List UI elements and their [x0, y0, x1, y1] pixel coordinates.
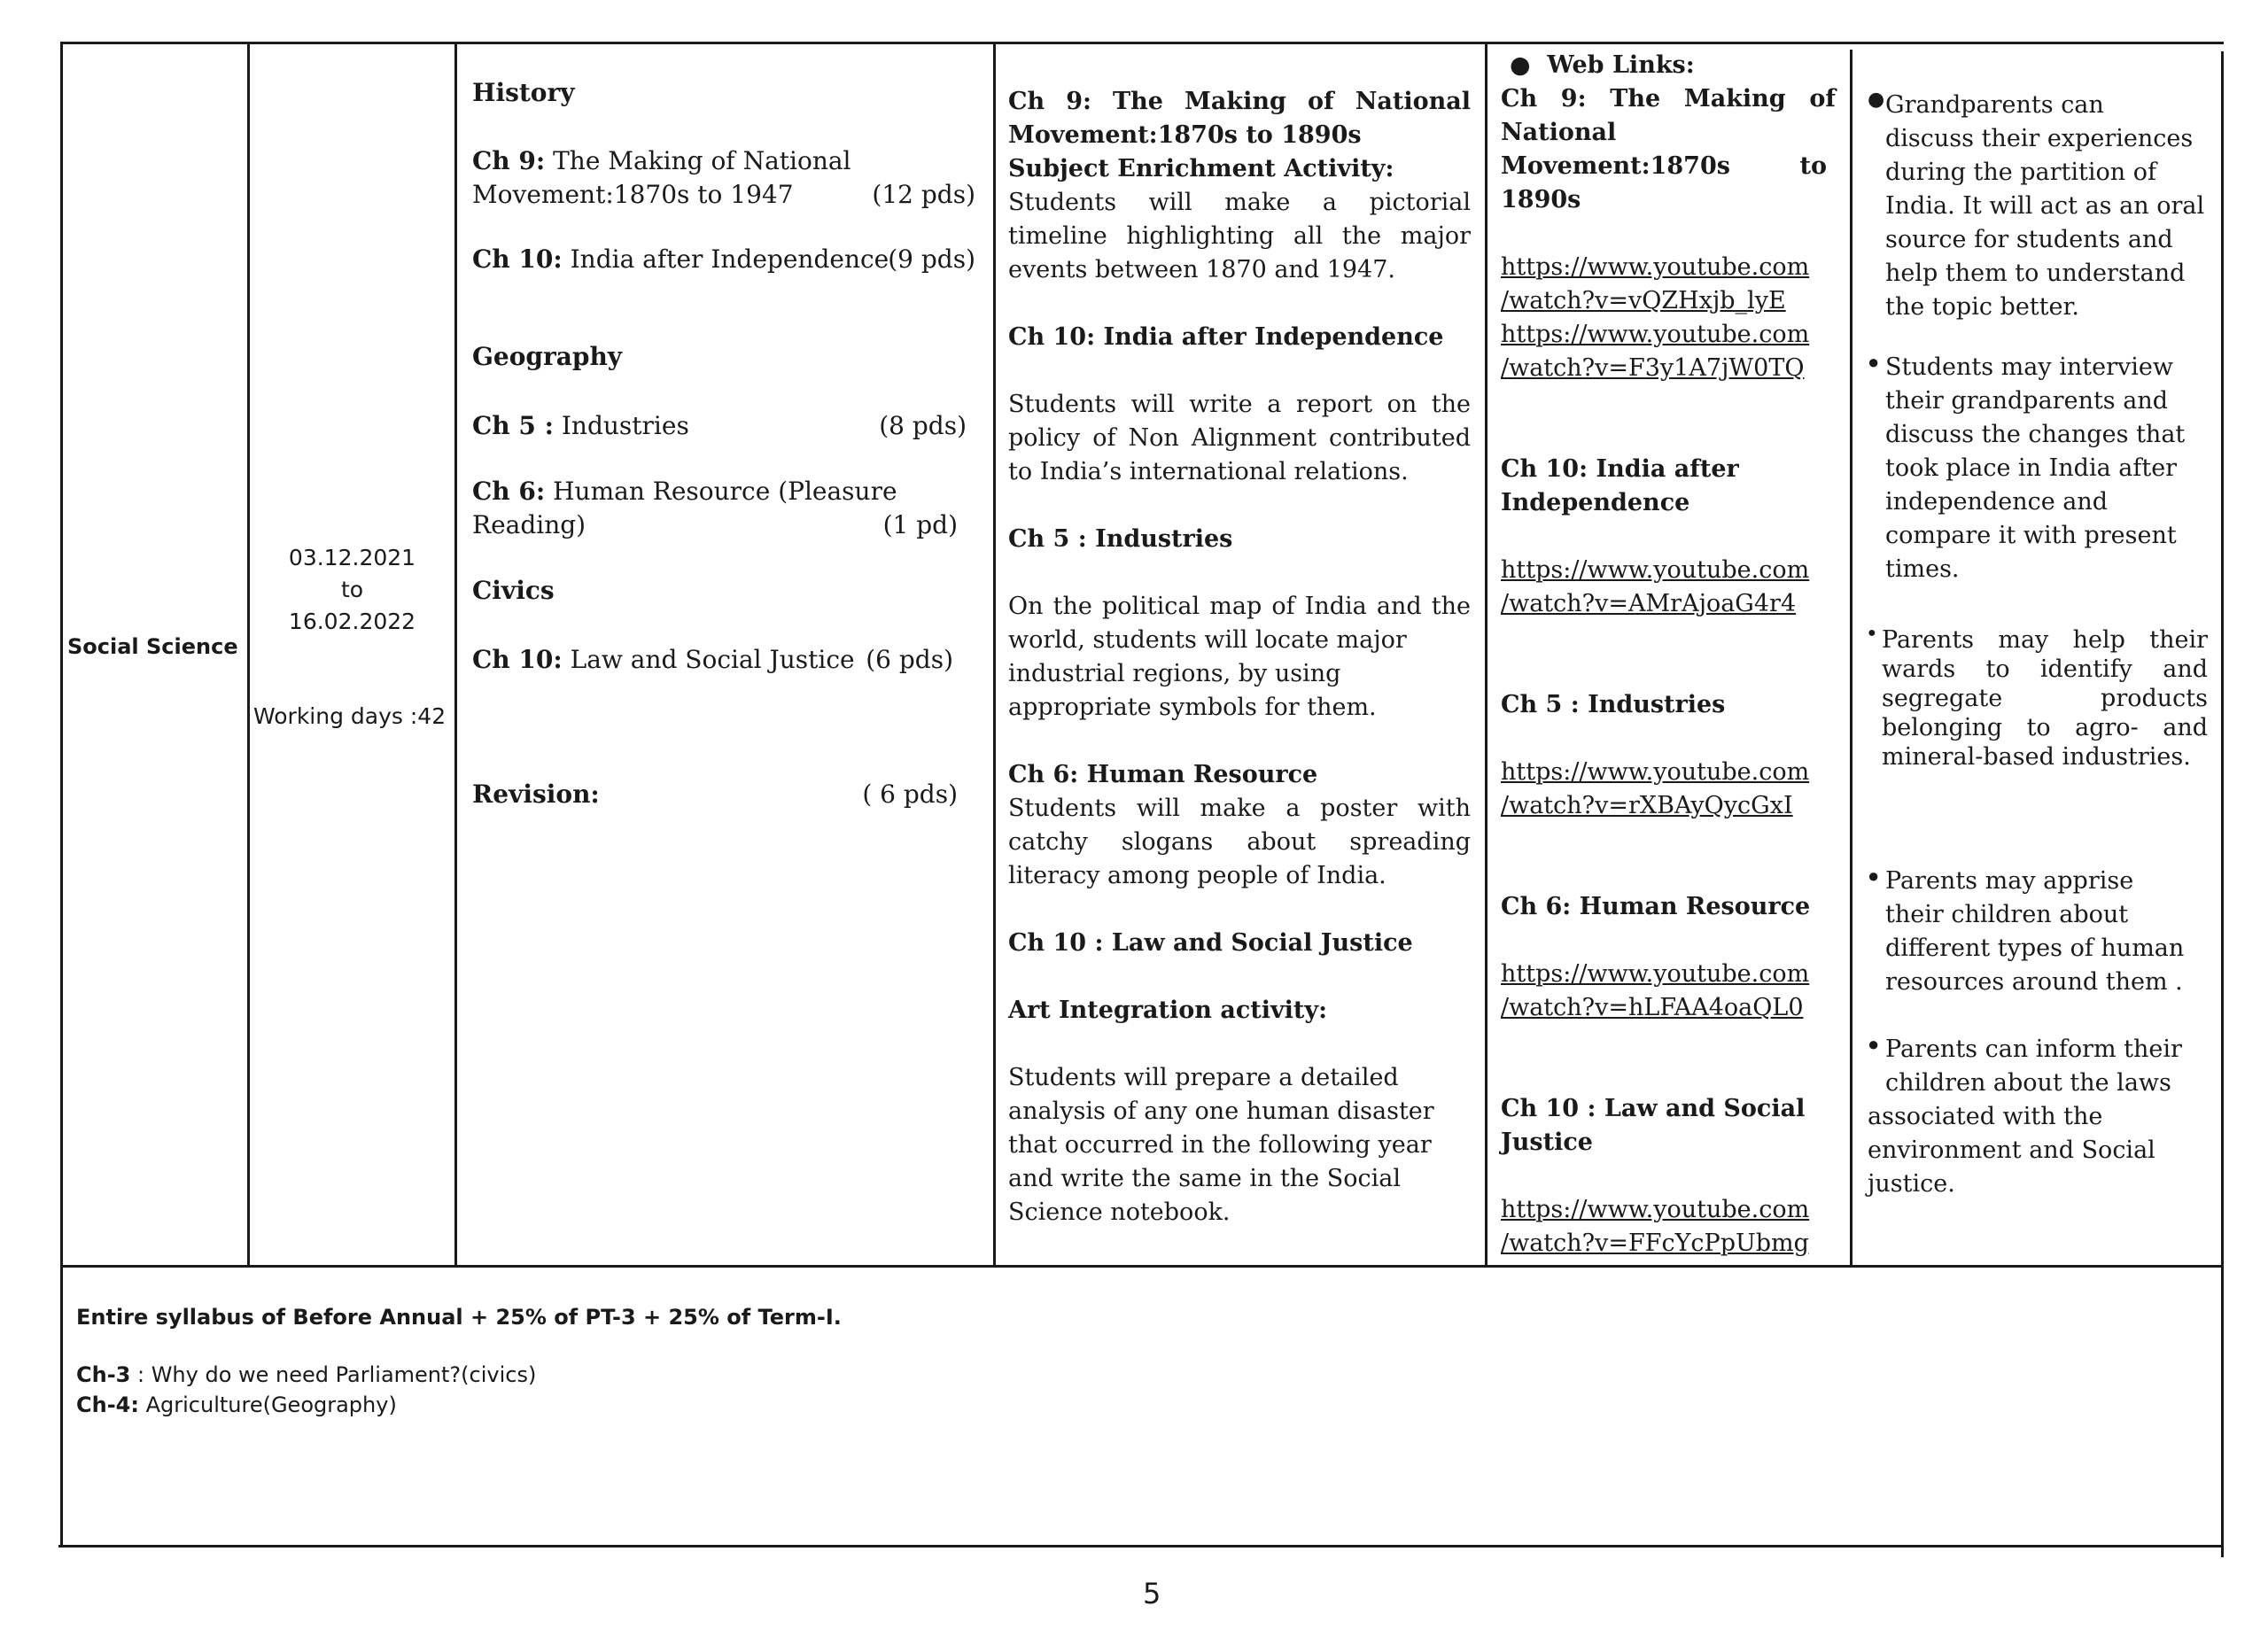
weblink-url[interactable]: /watch?v=rXBAyQycGxI: [1501, 792, 1793, 819]
weblink-heading: Justice: [1501, 1129, 1593, 1156]
revision-row: Revision: ( 6 pds): [472, 778, 975, 811]
civics-ch10: Ch 10: Law and Social Justice (6 pds): [472, 643, 975, 677]
history-ch9: Ch 9: The Making of National Movement:1870s to 1947 (12 pds): [472, 144, 975, 212]
weblink-url[interactable]: /watch?v=FFcYcPpUbmg: [1501, 1230, 1809, 1257]
subject-cell: Social Science: [67, 634, 238, 659]
periods-badge: ( 6 pds): [862, 780, 958, 809]
civics-heading: Civics: [472, 576, 555, 605]
weblinks-title: ● Web Links:: [1510, 51, 1695, 79]
date-range: [250, 542, 454, 638]
bullet-icon: ●: [1868, 89, 1885, 111]
weblink-heading: Independence: [1501, 489, 1690, 516]
bullet-icon: ●: [1510, 51, 1531, 79]
bullet-icon: ●: [1868, 351, 1880, 373]
periods-badge: (8 pds): [879, 411, 967, 440]
weblink-url[interactable]: /watch?v=AMrAjoaG4r4: [1501, 590, 1797, 617]
weblink-heading: Ch 5 : Industries: [1501, 691, 1726, 718]
geography-heading: Geography: [472, 342, 623, 371]
geography-ch6: Ch 6: Human Resource (Pleasure Reading) (1 pd): [472, 475, 975, 542]
history-heading: History: [472, 78, 575, 107]
column-divider-1: [247, 43, 250, 1266]
table-bottom-border: [58, 1545, 2224, 1548]
periods-badge: (12 pds): [872, 180, 975, 209]
footer-syllabus-line: Entire syllabus of Before Annual + 25% of PT-3 + 25% of Term-I.: [76, 1305, 842, 1330]
weblink-url[interactable]: https://www.youtube.com: [1501, 556, 1810, 584]
weblink-heading: Ch 10: India after: [1501, 455, 1739, 483]
bullet-icon: ●: [1868, 1033, 1880, 1055]
column-divider-5: [1850, 50, 1852, 1267]
activity-heading: Ch 10: India after Independence: [1008, 323, 1444, 351]
weblink-url[interactable]: https://www.youtube.com: [1501, 960, 1810, 988]
parent-tip: ● Parents may help their wards to identify and segregate products belonging to agro- and mineral-based industries.: [1868, 625, 2208, 771]
weblink-url[interactable]: https://www.youtube.com: [1501, 758, 1810, 786]
weblink-heading: Movement:1870s to: [1501, 152, 1827, 180]
periods-badge: (9 pds): [888, 244, 975, 274]
footer-ch3: Ch-3 : Why do we need Parliament?(civics): [76, 1362, 537, 1387]
footer-note: [76, 1305, 842, 1420]
activity-heading: Ch 9: The Making of National: [1008, 88, 1471, 115]
column-divider-2: [454, 43, 457, 1266]
weblink-url[interactable]: https://www.youtube.com: [1501, 1196, 1810, 1223]
activity-heading: Ch 5 : Industries: [1008, 525, 1233, 553]
date-to-word: to: [340, 577, 364, 602]
table-top-border: [62, 42, 2224, 44]
page-number: 5: [1143, 1577, 1161, 1610]
bullet-icon: ●: [1868, 865, 1880, 887]
column-divider-4: [1485, 43, 1487, 1266]
periods-badge: (6 pds): [866, 645, 953, 674]
working-days: Working days :42: [253, 703, 447, 729]
parent-tip: ● Grandparents can discuss their experiences during the partition of India. It will act as an oral source for students and help them to understand the topic better.: [1868, 89, 2205, 321]
weblink-url[interactable]: https://www.youtube.com: [1501, 321, 1810, 348]
parent-tip: ● Students may interview their grandparents and discuss the changes that took place in India after independence and compare it with present times.: [1868, 351, 2186, 583]
weblink-url[interactable]: /watch?v=F3y1A7jW0TQ: [1501, 354, 1805, 382]
activity-heading: Subject Enrichment Activity:: [1008, 155, 1394, 182]
activity-heading: Ch 6: Human Resource: [1008, 761, 1318, 788]
table-left-border: [60, 42, 63, 1548]
date-to: 16.02.2022: [288, 609, 416, 634]
activities-cell: Ch 9: The Making of National Movement:1870s to 1890s Subject Enrichment Activity: Students will make a pictorial timeline highlighting all the major events between 1870 and 1947. Ch 10: India after Independence Students will write a report on the policy of Non Alignment contributed to India’s international relations. Ch 5 : Industries On the political map of India and the world, students will locate major industrial regions, by using appropriate symbols for them. Ch 6: Human Resource Students will make a poster with catchy slogans about spreading literacy among people of India. Ch 10 : Law and Social Justice Art Integration activity: Students will prepare a detailed analysis of any one human disaster that occurred in the following year and write the same in the Social Science notebook.: [1008, 85, 1471, 1230]
activity-heading: Ch 10 : Law and Social Justice: [1008, 929, 1413, 957]
table-right-border: [2221, 51, 2224, 1557]
weblink-url[interactable]: /watch?v=vQZHxjb_lyE: [1501, 287, 1786, 314]
date-from: 03.12.2021: [288, 545, 416, 570]
weblink-heading: 1890s: [1501, 186, 1581, 213]
bullet-icon: ●: [1868, 625, 1876, 640]
table-row-divider: [60, 1265, 2224, 1268]
activity-heading: Art Integration activity:: [1008, 997, 1328, 1024]
weblink-heading: Ch 10 : Law and Social: [1501, 1095, 1806, 1122]
history-ch10: Ch 10: India after Independence (9 pds): [472, 243, 975, 276]
weblink-url[interactable]: /watch?v=hLFAA4oaQL0: [1501, 994, 1804, 1021]
weblink-url[interactable]: https://www.youtube.com: [1501, 253, 1810, 281]
geography-ch5: Ch 5 : Industries (8 pds): [472, 409, 975, 443]
weblink-heading: National: [1501, 119, 1617, 146]
activity-heading: Movement:1870s to 1890s: [1008, 121, 1362, 149]
footer-ch4: Ch-4: Agriculture(Geography): [76, 1392, 397, 1417]
weblink-heading: Ch 6: Human Resource: [1501, 893, 1811, 920]
weblink-heading: Ch 9: The Making of: [1501, 85, 1836, 112]
parent-tip: ● Parents can inform their children about the laws associated with the environment and Social justice.: [1868, 1033, 2182, 1198]
weblinks-cell: [1501, 49, 1836, 1261]
parent-tip: ● Parents may apprise their children about different types of human resources around them .: [1868, 865, 2185, 996]
column-divider-3: [993, 43, 996, 1266]
periods-badge: (1 pd): [882, 510, 958, 539]
